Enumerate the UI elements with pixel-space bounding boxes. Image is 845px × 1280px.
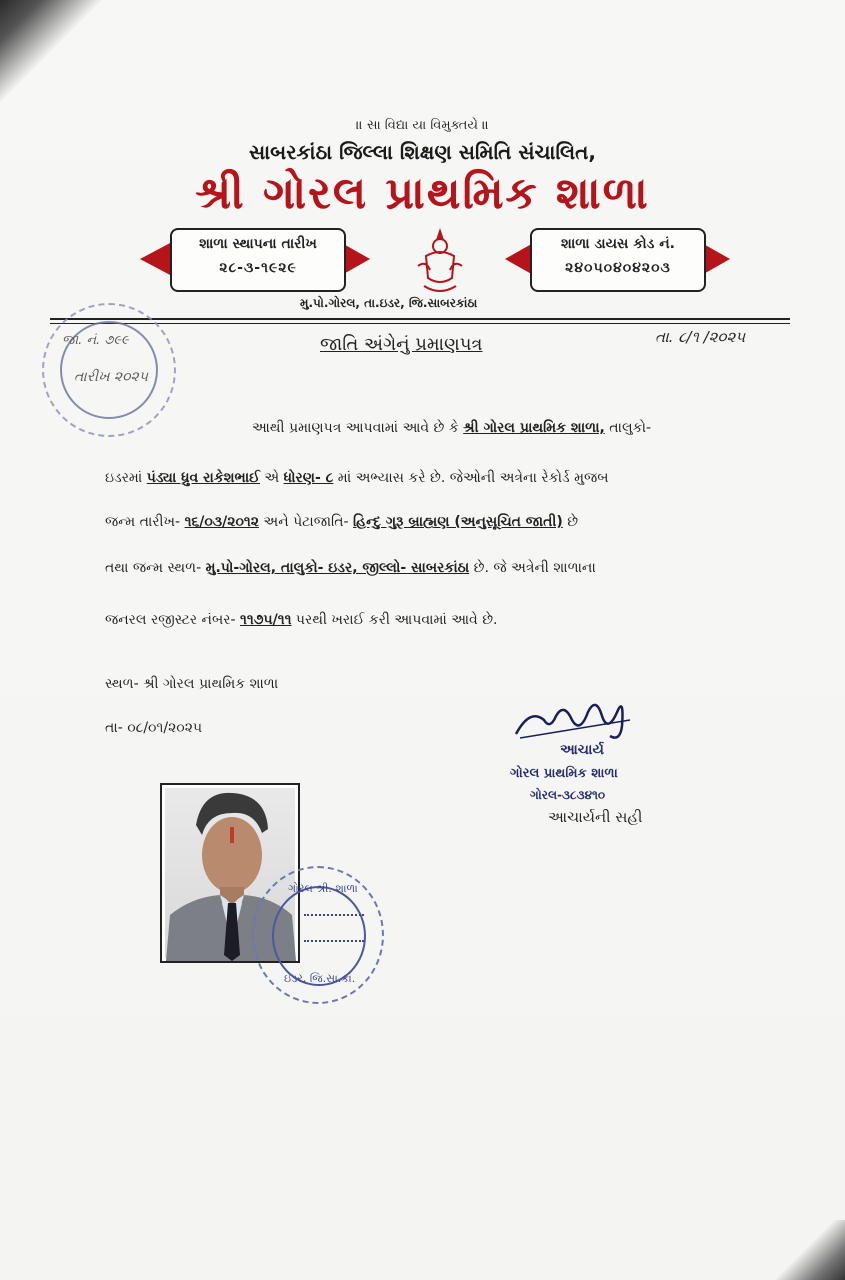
header-divider: [50, 318, 790, 320]
birth-date: ૧૬/૦૩/૨૦૧૨: [184, 514, 259, 530]
dise-banner: [505, 228, 730, 290]
stamp-line-1: જા. નં. ૭૯૯: [62, 333, 129, 348]
body-line-4: [105, 560, 596, 576]
principal-code: ગોરલ-૩૮૩૪૧૦: [530, 788, 606, 802]
folded-corner-top-left: [0, 0, 110, 120]
stamp-right-dots: [304, 914, 364, 916]
birth-place: મુ.પો-ગોરલ, તાલુકો- ઇડર, જીલ્લો- સાબરકાંઠા: [205, 560, 470, 576]
folded-corner-bottom-right: [775, 1220, 845, 1280]
line-3-text: જન્મ તારીખ-: [105, 514, 185, 530]
principal-signature-icon: [510, 690, 640, 750]
motto: ॥ સા વિદ્યા યા વિમુક્તયે ॥: [355, 118, 490, 133]
certificate-title: જાતિ અંગેનું પ્રમાણપત્ર: [320, 334, 483, 355]
principal-title: આચાર્ય: [560, 742, 604, 758]
line-1-text: આથી પ્રમાણપત્ર આપવામાં આવે છે કે: [252, 420, 464, 436]
line-2-text: ઇડરમાં: [105, 470, 147, 486]
place-line: સ્થળ- શ્રી ગોરલ પ્રાથમિક શાળા: [105, 676, 279, 692]
issue-date: તા. ૮/૧ /૨૦૨૫: [655, 328, 746, 346]
body-line-3: [105, 514, 578, 530]
register-number: ૧૧૭૫/૧૧: [239, 612, 292, 628]
body-line-2: [105, 470, 608, 486]
body-line-5: [105, 612, 498, 628]
established-box: [170, 228, 346, 292]
school-address: મુ.પો.ગોરલ, તા.ઇડર, જિ.સાબરકાંઠા: [300, 296, 478, 310]
school-name: શ્રી ગોરલ પ્રાથમિક શાળા: [195, 168, 650, 219]
principal-school: ગોરલ પ્રાથમિક શાળા: [510, 766, 618, 781]
dise-box: [530, 228, 706, 292]
stamp-right-bottom: ઇડર, જિ.સા.કાં.: [284, 972, 356, 985]
line-2-mid: એ: [259, 470, 284, 486]
date-line: તા- ૦૮/૦૧/૨૦૨૫: [105, 720, 203, 736]
standard-field: ધોરણ- ૮: [283, 470, 334, 486]
goddess-emblem-icon: [412, 226, 468, 296]
established-value: ૨૮-૩-૧૯૨૯: [219, 260, 297, 276]
line-3-end: છે: [562, 514, 579, 530]
stamp-right-dots-2: [304, 940, 364, 942]
dise-value: ૨૪૦૫૦૪૦૪૨૦૩: [565, 260, 671, 276]
line-5-end: પરથી ખરાઈ કરી આપવામાં આવે છે.: [291, 612, 498, 628]
signature-label: આચાર્યની સહી: [548, 808, 643, 826]
stamp-right-inner-ring: [272, 886, 366, 986]
committee-line: સાબરકાંઠા જિલ્લા શિક્ષણ સમિતિ સંચાલિત,: [249, 140, 596, 164]
line-4-end: છે. જે અત્રેની શાળાના: [469, 560, 596, 576]
line-5-text: જનરલ રજીસ્ટર નંબર-: [105, 612, 240, 628]
established-banner: [140, 228, 370, 290]
line-4-text: તથા જન્મ સ્થળ-: [105, 560, 206, 576]
stamp-right-top: ગોરલ શ્રી. શાળા: [288, 882, 358, 895]
stamp-line-2: તારીખ ૨૦૨૫: [74, 369, 148, 385]
line-3-mid: અને પેટાજાતિ-: [258, 514, 353, 530]
sub-caste: હિન્દુ ગુરૂ બ્રાહ્મણ (અનુસૂચિત જાતી): [353, 514, 563, 530]
dise-label: શાળા ડાયસ કોડ નં.: [561, 236, 675, 252]
header-divider-thin: [50, 323, 790, 324]
outward-number-stamp: [42, 303, 176, 437]
established-label: શાળા સ્થાપના તારીખ: [199, 236, 317, 252]
line-2-end: માં અભ્યાસ કરે છે. જેઓની અત્રેના રેકોર્ડ મુજબ: [333, 470, 609, 486]
body-line-1: [252, 420, 651, 436]
student-name: પંડ્યા ધ્રુવ રાકેશભાઈ: [146, 470, 260, 486]
school-field: શ્રી ગોરલ પ્રાથમિક શાળા,: [463, 420, 605, 436]
line-1-end: તાલુકો-: [604, 420, 651, 436]
school-round-stamp: [252, 866, 384, 1004]
